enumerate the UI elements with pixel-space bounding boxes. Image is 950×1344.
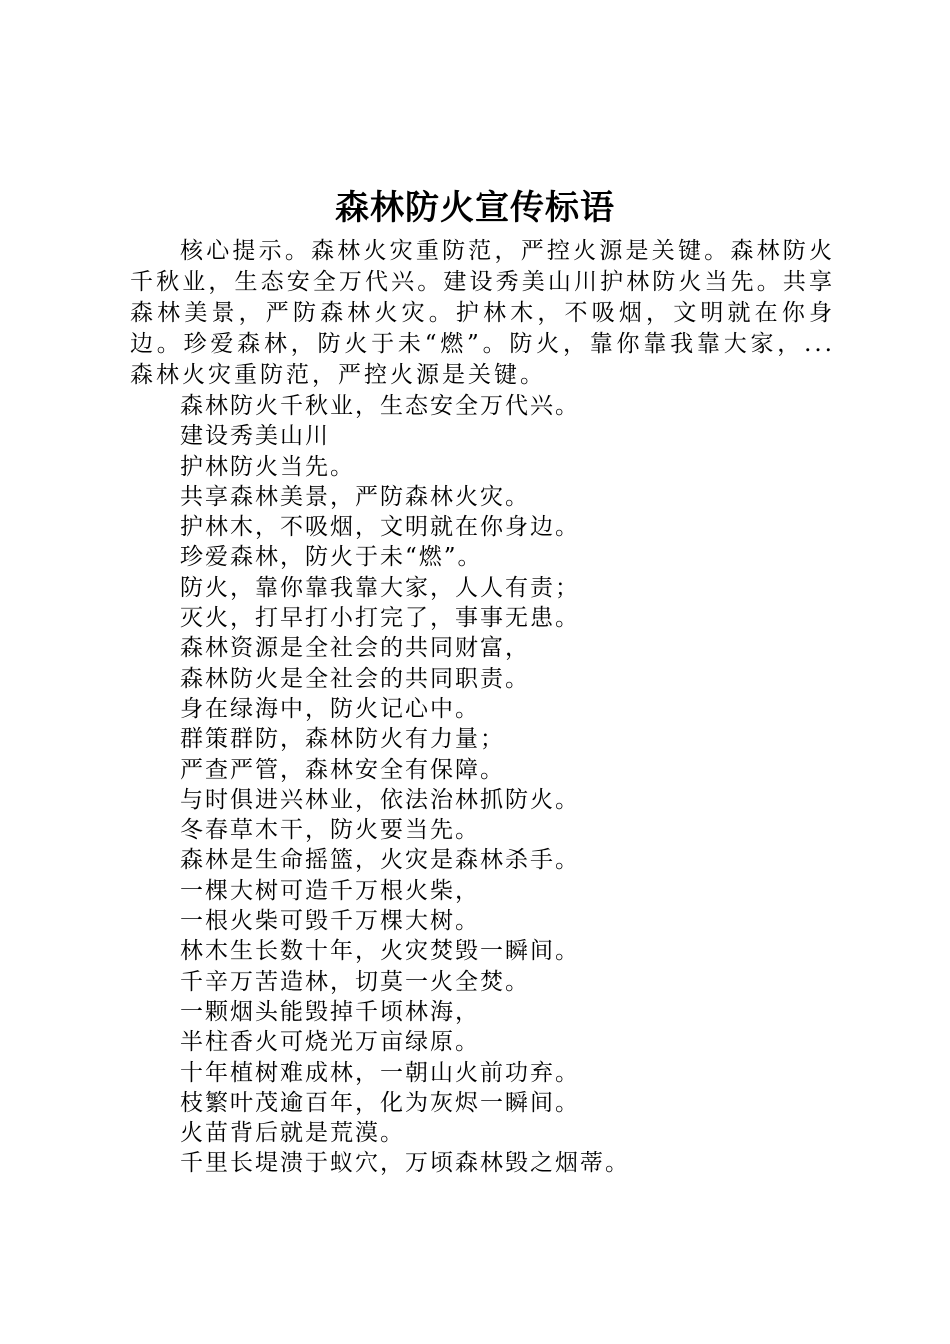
slogan-line: 千辛万苦造林，切莫一火全焚。: [180, 968, 530, 995]
slogan-line: 共享森林美景，严防森林火灾。: [180, 483, 530, 510]
slogan-line: 森林防火千秋业，生态安全万代兴。: [180, 393, 580, 419]
slogan-line: 一根火柴可毁千万棵大树。: [180, 908, 480, 935]
slogan-line: 珍爱森林，防火于未“燃”。: [180, 544, 483, 571]
intro-paragraph: 核心提示。森林火灾重防范，严控火源是关键。森林防火千秋业，生态安全万代兴。建设秀美山川护林防火当先。共享森林美景，严防森林火灾。护林木，不吸烟，文明就在你身边。珍爱森林，防火于未“燃”。防火，靠你靠我靠大家，...森林火灾重防范，严控火源是关键。: [130, 238, 835, 388]
slogan-line: 火苗背后就是荒漠。: [180, 1120, 405, 1147]
slogan-line: 枝繁叶茂逾百年，化为灰烬一瞬间。: [180, 1089, 580, 1116]
slogan-line: 一棵大树可造千万根火柴，: [180, 877, 480, 904]
slogan-line: 千里长堤溃于蚁穴，万顷森林毁之烟蒂。: [180, 1150, 630, 1177]
slogan-list: [180, 391, 840, 1179]
slogan-line: 半柱香火可烧光万亩绿原。: [180, 1029, 480, 1056]
slogan-line: 身在绿海中，防火记心中。: [180, 695, 480, 722]
slogan-line: 护林木，不吸烟，文明就在你身边。: [180, 514, 580, 541]
document-title: 森林防火宣传标语: [335, 188, 615, 228]
slogan-line: 与时俱进兴林业，依法治林抓防火。: [180, 786, 580, 813]
slogan-line: 冬春草木干，防火要当先。: [180, 817, 480, 844]
slogan-line: 森林资源是全社会的共同财富，: [180, 635, 530, 662]
slogan-line: 建设秀美山川: [180, 423, 330, 450]
slogan-line: 森林防火是全社会的共同职责。: [180, 665, 530, 692]
slogan-line: 灭火，打早打小打完了，事事无患。: [180, 605, 580, 632]
slogan-line: 严查严管，森林安全有保障。: [180, 756, 505, 783]
slogan-line: 防火，靠你靠我靠大家，人人有责；: [180, 574, 580, 601]
slogan-line: 林木生长数十年，火灾焚毁一瞬间。: [180, 938, 580, 965]
slogan-line: 森林是生命摇篮，火灾是森林杀手。: [180, 847, 580, 874]
slogan-line: 十年植树难成林，一朝山火前功弃。: [180, 1059, 580, 1086]
slogan-line: 一颗烟头能毁掉千顷林海，: [180, 998, 480, 1025]
slogan-line: 群策群防，森林防火有力量；: [180, 726, 505, 753]
slogan-line: 护林防火当先。: [180, 453, 355, 480]
